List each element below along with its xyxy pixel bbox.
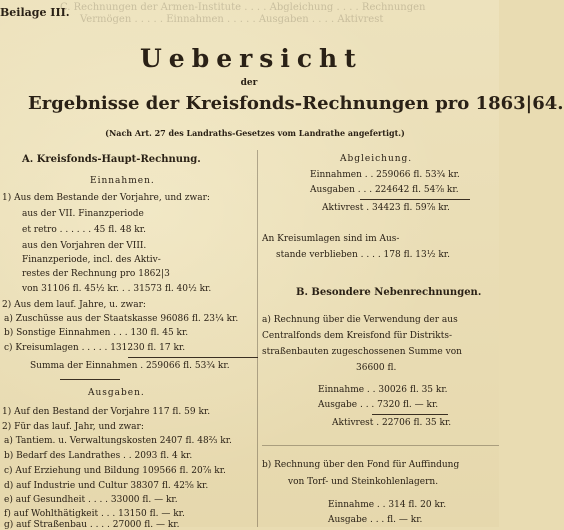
- abgleichung-heading: Abgleichung.: [340, 154, 413, 164]
- ausgaben-line: b) Bedarf des Landrathes . . 2093 fl. 4 kr.: [4, 451, 193, 461]
- title-der: der: [240, 78, 258, 88]
- ausgaben-line: 2) Für das lauf. Jahr, und zwar:: [2, 422, 144, 432]
- einnahmen-heading: Einnahmen.: [90, 176, 155, 186]
- sum-rule: [360, 199, 470, 200]
- einnahmen-summe: Summa der Einnahmen . 259066 fl. 53¾ kr.: [30, 361, 230, 371]
- abgleichung-aktivrest: Aktivrest . 34423 fl. 59⅞ kr.: [322, 203, 450, 213]
- umlagen-line: An Kreisumlagen sind im Aus-: [262, 234, 400, 244]
- nebenrechnung-a-ausgabe: Ausgabe . . . 7320 fl. — kr.: [318, 400, 439, 410]
- ausgaben-line: 1) Auf den Bestand der Vorjahre 117 fl. 59 kr.: [2, 407, 211, 417]
- ausgaben-line: a) Tantiem. u. Verwaltungskosten 2407 fl. 48⅔ kr.: [4, 436, 232, 446]
- sum-rule: [372, 414, 448, 415]
- ausgaben-line: e) auf Gesundheit . . . . 33000 fl. — kr.: [4, 495, 178, 505]
- einnahmen-line: 2) Aus dem lauf. Jahre, u. zwar:: [2, 300, 146, 310]
- ausgaben-line: g) auf Straßenbau . . . . 27000 fl. — kr.: [4, 520, 180, 530]
- ausgaben-heading: Ausgaben.: [88, 388, 145, 398]
- einnahmen-line: c) Kreisumlagen . . . . . 131230 fl. 17 kr.: [4, 343, 186, 353]
- nebenrechnung-b-einnahme: Einnahme . . 314 fl. 20 kr.: [328, 500, 447, 510]
- section-b-heading: B. Besondere Nebenrechnungen.: [296, 287, 482, 298]
- einnahmen-line: et retro . . . . . . 45 fl. 48 kr.: [22, 225, 146, 235]
- nebenrechnung-b-line: von Torf- und Steinkohlenlagern.: [288, 477, 439, 487]
- nebenrechnung-a-einnahme: Einnahme . . 30026 fl. 35 kr.: [318, 385, 448, 395]
- einnahmen-line: Finanzperiode, incl. des Aktiv-: [22, 255, 161, 265]
- nebenrechnung-b-ausgabe: Ausgabe . . . fl. — kr.: [328, 515, 423, 525]
- einnahmen-line: b) Sonstige Einnahmen . . . 130 fl. 45 kr.: [4, 328, 189, 338]
- divider-rule: [60, 379, 120, 380]
- einnahmen-line: restes der Rechnung pro 1862|3: [22, 269, 170, 279]
- nebenrechnung-a-line: 36600 fl.: [356, 363, 397, 373]
- einnahmen-line: von 31106 fl. 45½ kr. . . 31573 fl. 40½ kr.: [22, 284, 212, 294]
- abgleichung-line: Einnahmen . . 259066 fl. 53¾ kr.: [310, 170, 460, 180]
- einnahmen-line: aus den Vorjahren der VIII.: [22, 241, 147, 251]
- einnahmen-line: 1) Aus dem Bestande der Vorjahre, und zwar:: [2, 193, 210, 203]
- bleed-through-text: C. Rechnungen der Armen-Institute . . . . Abgleichung . . . . Rechnungen: [60, 2, 426, 13]
- ausgaben-line: d) auf Industrie und Cultur 38307 fl. 42⅝ kr.: [4, 481, 209, 491]
- column-divider: [257, 150, 258, 527]
- einnahmen-line: aus der VII. Finanzperiode: [22, 209, 144, 219]
- page-subtitle: Ergebnisse der Kreisfonds-Rechnungen pro 1863|64.: [28, 93, 564, 114]
- ausgaben-line: f) auf Wohlthätigkeit . . . 13150 fl. — kr.: [4, 509, 185, 519]
- page-title: Uebersicht: [140, 44, 363, 73]
- sum-rule: [128, 357, 258, 358]
- section-a-heading: A. Kreisfonds-Haupt-Rechnung.: [22, 154, 201, 165]
- nebenrechnung-a-line: straßenbauten zugeschossenen Summe von: [262, 347, 462, 357]
- page-note: (Nach Art. 27 des Landraths-Gesetzes vom Landrathe angefertigt.): [105, 128, 405, 138]
- divider-rule: [262, 445, 499, 446]
- nebenrechnung-a-line: a) Rechnung über die Verwendung der aus: [262, 315, 458, 325]
- beilage-label: Beilage III.: [0, 6, 70, 19]
- nebenrechnung-b-line: b) Rechnung über den Fond für Auffindung: [262, 460, 460, 470]
- einnahmen-line: a) Zuschüsse aus der Staatskasse 96086 fl. 23¼ kr.: [4, 314, 239, 324]
- bleed-through-text: Vermögen . . . . . Einnahmen . . . . . Ausgaben . . . . Aktivrest: [80, 14, 384, 25]
- nebenrechnung-a-aktivrest: Aktivrest . 22706 fl. 35 kr.: [332, 418, 452, 428]
- abgleichung-line: Ausgaben . . . 224642 fl. 54⅞ kr.: [310, 185, 459, 195]
- ausgaben-line: c) Auf Erziehung und Bildung 109566 fl. 20⅞ kr.: [4, 466, 226, 476]
- umlagen-line: stande verblieben . . . . 178 fl. 13½ kr.: [276, 250, 450, 260]
- nebenrechnung-a-line: Centralfonds dem Kreisfond für Distrikts-: [262, 331, 452, 341]
